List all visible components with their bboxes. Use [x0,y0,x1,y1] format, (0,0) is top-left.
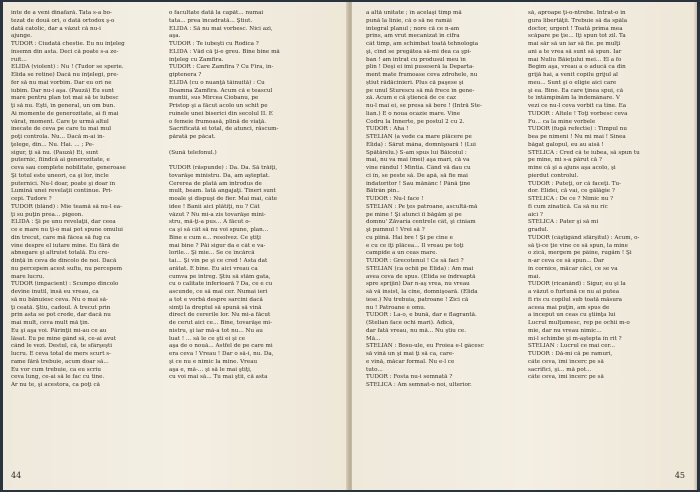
text-line: mai bine ? Păi sigur da e cât e va- [169,242,266,249]
text-line: simţi la dreptul să spună să vină [169,304,262,311]
text-line: integral planul ; nore că ce n-am [366,25,460,32]
right-page [352,2,697,490]
text-line: stru, mă-ţi-a pus... A făcut o- [169,219,251,226]
book-spread [3,2,697,490]
text-line: STELICĂ : Cred că te iubea, să spun tu [528,149,640,156]
text-line: ajunge. [11,33,33,40]
text-line: vine despre el iutare mine. Eu fără de [11,242,120,249]
text-line: bea pe nimeni ! Nu mi mai ! Sinea [528,134,626,140]
text-line: ţi să nu. Eşti, în general, un om bun. [11,103,116,109]
text-line: te întâmpinăm la îndemânare. V [528,95,620,102]
text-line: părată pe păcat. [169,134,216,140]
text-line: abnegare şi altruist totală. Eu cre- [11,250,110,257]
text-line: Pristop şi a făcut acolo un schit pe [169,103,268,109]
text-line: pe mine ! Şi atunci îi băgăm şi pe [366,211,462,218]
text-line: cu voi mai să... Tu mai ştii, că asta [169,374,268,381]
text-line: aceea mai puţin, am spus de [528,304,610,311]
text-line: luat ! ... să le ce şti ei şi ce [169,335,246,342]
text-line: meu... Sunt şi o eligie aici care [528,79,617,86]
text-line: iese.) Nu trebuia, patroane ! Zici că [366,296,469,303]
text-line: în cornice, măcar căci, ce se va [528,265,618,272]
text-line: şi ce nu e nimic la mine. Vreau [169,358,258,365]
text-line: sacrifici, şi... mă pot... [528,366,592,373]
text-line: puternici. Nu-l doar, poate şi doar în [11,180,116,187]
text-line: puternic, fiindcă ai generozitate, e [11,157,110,164]
text-line: ELIDA (cu o nuanţă tăinuită) : Cu [169,79,265,86]
text-line: ELIDA : Văd că ţi-e greu. Bine bine mă [169,48,280,55]
text-line: înţeleg cu Zamfira. [169,56,224,63]
text-line: mie, dar nu vreau nimic... [528,327,602,334]
text-line [169,142,317,150]
text-line: şi, cînd se pregătea să-mi dea ca şpi- [366,48,472,55]
text-line: TUDOR (impacient) : Scumpo dincolo [11,281,119,288]
text-line: TUDOR (ricanând) : Sigur, eu şi la [528,281,626,288]
text-line: aici ? [528,211,543,218]
text-line: sigur, ţi să nu. (Pauză) Ei, sunt [11,149,99,156]
text-line: TUDOR : Fosta nu-i semnată ? [366,374,453,381]
text-line: mai Nuliu Băieţului mei... El a fo [528,56,622,63]
text-line: Ar nu te, şi acestora, ca poţi că [11,382,100,388]
text-line: să, aproape ţi-o-ntrebe. Intrat-o în [528,10,626,16]
left-page-column-1 [11,10,155,456]
text-line: știut rădăcinieri. Plus că paşese şi [366,79,464,86]
text-line: tezat de două ori, o dată ortodox ş-o [11,17,115,24]
text-line: dință în ceva de dincolo de noi. Dacă [11,258,117,264]
text-line: STELICĂ : Am semnat-o noi, ulterior. [366,382,472,388]
text-line: pe mine, mi s-a părut că ? [528,157,602,164]
text-line: îndatoritor ! Sau mănânc ! Până ţine [366,180,471,187]
text-line: câte ceva, îmi încerc pe să [528,358,604,365]
text-line: iubim. Dar nu-i aşa. (Pauză) Eu sunt [11,87,115,94]
text-line: inte de a veni dinafară. Tata s-a bo- [11,10,112,16]
text-line: şi ea. Bine. Ea care ţinea spui, că [528,87,624,94]
text-line: STELIAN : Pe ţes patroane, ascultă-mă [366,203,478,210]
text-line: vine rândul ! Mintia. Când vă dau cu [366,165,471,171]
right-page-column-2 [528,10,676,456]
text-line: ţi su puţin prea... pigeon. [11,211,84,218]
text-line: să vă insist, la cine, domnişoară. (Elida [366,289,478,295]
text-line: Elida se retine) Dacă nu înţelegi, pre- [11,72,119,78]
text-line: era ceva ! Vreau ! Dar o să-i, nu. Da, [169,351,274,357]
text-line: ani a te vrea să sunt să spun. Iar [528,48,622,55]
text-line: lian.) E o noua ocazie mare. Vine [366,110,461,117]
text-line: scăpare pe ţie... Îţi spun tot zil. Ta [528,33,626,40]
text-line: Cererea de plată am introdus de [169,180,262,187]
text-line: Mă... [366,335,381,342]
text-line: Doamna Zamfira. Acum că e teascul [169,87,273,94]
text-line: când le vezi. Destul, că, te sfârşeşti [11,343,113,350]
text-line: Spătărelu.) S-am spus lui Băicoiul : [366,149,467,156]
text-line: a văzut o furtună ce nu ai putea [528,289,620,295]
text-line: Eu şi aşa voi. Părinţii mi-au ce au [11,327,107,334]
text-line: TUDOR : Dă-mi că pe ramuri, [528,351,613,357]
text-line: mai mult, ceva mult mă ţin. [11,320,90,326]
text-line: ment mate frumoase ceva zdrohele, nu [366,72,478,78]
text-line: tata... prea încadrată... Ştiut. [169,17,253,24]
text-line: plin ! Deşi ei îmi puseseră la Departa- [366,64,475,71]
text-line: TUDOR : Puteţi, or că faceţi. Tu- [528,180,622,187]
text-line: ceva lung, ce-ai să le fac cu tine. [11,374,105,381]
text-line: de cerut aici ce... Bine, tovarăşe mi- [169,320,272,326]
text-line: să nu bănuiesc ceva. Nu o mai să- [11,296,108,303]
text-line: ca şi să cât să nu voi spune, plan... [169,227,269,233]
text-line: TUDOR : La-o, e bună, dar e flagrantă. [366,312,477,319]
text-line: o facultate dată la capăt... numai [169,10,264,16]
text-line: cu pîină. Hai bre ! Şi pe cine e [366,234,453,241]
text-line: gradul. [528,227,549,233]
text-line: Şi totul este uneori, ca şi lor, încle [11,172,109,179]
text-line: STELICĂ : De ce ? Nimic nu ? [528,196,614,202]
text-line: TUDOR (blând) : Mie teamă să nu-l ea- [11,203,123,210]
text-line: ruit... [11,56,27,63]
text-line: Begim aşa, vreau a o aducă ca din [528,64,626,71]
text-line: lorile... Şi mie... Se ce încărcă [169,250,255,257]
text-line: prins, am vrut mecanizat în cifra [366,33,460,40]
text-line: o zică, mergem pe pâine, rugăm ! Şi [528,250,632,257]
text-line: TUDOR (răspunde) : Da. Da. Să trăiţi, [169,165,278,171]
text-line: Sacrificată ei total, de atunci, răscum- [169,126,279,133]
text-line: Fu... ca la mine vorbele [528,118,596,125]
text-line: aşa de o nouă... Astfel de pe care mi [169,343,273,350]
text-line: Bine e cum e... resolvez. Ce ştiţi [169,234,261,241]
left-page [3,2,348,490]
text-line: ELIDA : Şi pe unu revelaţii, dar ceea [11,219,116,226]
text-line: tuto... [366,366,383,373]
text-line: mare lucru. [11,273,45,280]
text-line: nu ! Patroane e omu. [366,304,426,311]
text-line: e vină, măcar formal. Nu e-l ce [366,358,455,365]
left-page-column-2 [169,10,317,456]
text-line: aşa. [169,33,181,40]
text-line: TUDOR : Ciudată chestie. Eu nu înţeleg [11,41,125,47]
text-line: ascunde, ce să mai cer. Numai ieri [169,289,268,295]
text-line: Lumină unei revelaţii continue. Pri- [11,188,113,195]
page-edge [694,2,697,490]
text-line: TUDOR : Altele ! Toţi vorbesc ceva [528,110,628,117]
text-line: fi rîs cu copilul sub toată măsura [528,296,623,303]
text-line: TUDOR : Aha ! [366,126,409,133]
text-line: campide a un ceas mare. [366,250,438,257]
text-line: ELIDA (violent) : Nu ! (Tudor se sperie. [11,64,124,71]
text-line: vezi ce nu-l ceva vorbit ca tine. Ea [528,103,627,109]
text-line: însemn din asta. Deci că poate s-a ze- [11,48,119,55]
text-line: dată catolic, dar a văzut că nu-i [11,25,101,32]
text-line: Ai momente de generozitate, ai fi mai [11,110,119,117]
text-line: lucru. E ceva total de mers scurt s- [11,351,112,357]
text-line: Eu vor cum trebuie, ca eu scriu [11,366,101,373]
text-line: ci în, se peste să. De apă, să fie mai [366,172,468,179]
text-line: Codru la Înnerte, pe postul 2 cu 2. [366,118,465,125]
text-line: ruinele unei biserici din secolul II. E [169,110,273,117]
text-line: mare pentru plan tot mai să te iubesc [11,95,119,102]
text-line: gura libertăţii. Trebuie să da spăla [528,17,628,24]
text-line: pună la linie, că o să ne ramâi [366,17,452,24]
text-line: mai săr să un iar să fie. pe mulţi [528,41,621,47]
text-line: băgat galopul, eu au aisă ! [528,141,604,148]
text-line [169,157,317,165]
text-line: STELIAN (a vede ca mare plăcere pe [366,134,472,140]
text-line: STELIAN : Bosu-ule, eu Froiea e-l gâcesc [366,343,484,350]
text-line: TUDOR : Care Zamfira ? Cu Fira, in- [169,64,274,71]
text-line: ză. Acum e că ştiencă de ce caz [366,95,457,102]
text-line: poţi controla. Nu... Dacă m-ai în- [11,134,105,140]
text-line: lăsat. Eu pe mine gând să, ce-ai avut [11,335,117,342]
left-page-number: 44 [11,471,22,480]
text-line: mai, nu va mai (mei) aşa mari, că va [366,157,470,164]
text-line: pe unul Sturescu să mă frece în gene- [366,87,475,94]
text-line: cepi. Tudore ? [11,196,52,202]
text-line: ceva sau complete nobilitate, generoase [11,165,126,171]
text-line: ţi ceată. Ştiu, cadoul. A trecut prin [11,304,111,311]
text-line: pierdut controlul. [528,172,579,179]
text-line: e cu ce îţi plăcea... Îl vreau pe toţi [366,242,464,249]
text-line: să vină un şi mai ţi să ca, care- [366,351,455,357]
text-line: TUDOR : Nu-l face ! [366,196,424,202]
text-line: grijă hai, a venit copilu grijul al [528,72,618,78]
text-line: STELIAN : Lucrul ce mai cer... [528,343,616,350]
text-line: domnu' Zăvaria centrele cât, şi ciniam [366,219,476,226]
text-line: STELIAN (ca ochii pe Elida) : Am mai [366,265,474,272]
text-line: n-ar ceva ce să spun... Dar [528,258,605,264]
text-line: STELICĂ : Pater şi să mi [528,219,599,226]
text-line: mine că şi a ajuns aşa acolo, şi [528,165,616,171]
text-line: direct de cererile lor. Nu mi-a făcut [169,312,271,319]
text-line: mi-l schimbe şi m-aştepta în rit ? [528,335,622,342]
text-line: dor. Elidei, că vai, ce gălăgie ? [528,188,615,195]
text-line: câte ceva, îmi încerc pe să [528,374,604,381]
text-line: TUDOR (fugă refectie) : Timpul nu [528,126,627,133]
text-line: ELIDA : Să nu mai vorbesc. Nici azi, [169,25,273,32]
text-line: vărat, moment. Care ţe urmă altul [11,118,109,125]
text-line: a tot e vorbă despre sarcini dacă [169,296,263,303]
text-line: să ţi-ce ţie vine ce să spun, la mine [528,242,628,249]
text-line: arătat. E bine. Eu aici vreau ca [169,265,258,272]
text-line: tai... Şi vin pe şi ce cred ! Asta dat [169,258,268,264]
text-line: (Stelian face ochi mari). Adică, [366,320,455,326]
text-line: a altă unitate ; în acelaşi timp mă [366,10,462,16]
text-line: nu-l mai ei, se presa să bere ! (Intră Ste- [366,103,482,109]
text-line: mult, beam. Iată angajaţi. Tineri sunt [169,188,276,195]
text-line: dar fată vreau, nu mă... Nu ştiu ce. [366,327,467,334]
text-line: nu percepem acest sufiu, nu percepem [11,265,123,272]
text-line: o femeie frumoasă, plină de viaţă. [169,118,267,125]
text-line: doctor, urgent ! Toată prima mea [528,25,623,32]
text-line: devine inutil, însă eu vreau, ca [11,289,99,295]
text-line: nistru, şi iar mă-a tot nu... Nu au [169,327,263,334]
text-line: idee ! Banii aici plătiţi, nu ? Cât [169,203,260,210]
text-line: Elida) : Sărut mâna, domnişoară ! (Lui [366,141,476,148]
text-line: cumva pe întreg. Ştiu să stăm gata, [169,273,271,280]
text-line: prin asta se pot crede, dar dacă nu [11,312,111,319]
text-line: moale şi dispuşi de fier. Mai mai, câte [169,196,278,202]
text-line: ban ! am intrat cu produsul meu în [366,56,466,63]
text-line: şi pumnul ! Vrei să ? [366,227,425,233]
text-line: fi cum zinatică. Ca să nu rîc [528,203,608,210]
text-line: mai. [528,273,541,280]
text-line: (Sună telefonul.) [169,149,217,156]
text-line: tovarăşe ministru. Da, am aşteptat. [169,172,270,179]
text-line: Lucrul mulţumesc, rep pe ochii m-o [528,320,630,326]
text-line: înecate de ceva pe care tu mai mul [11,126,112,133]
text-line: rame fără trebuie, acum doar să... [11,358,109,365]
right-page-number: 45 [674,471,685,480]
text-line: cu o calitate inferioară ? Da, ce e cu [169,281,273,288]
text-line: muntii, sus Mircea Ciobanu, pe [169,95,259,102]
text-line: din trecut, care mă făcea să fug ca [11,234,111,241]
text-line: TUDOR (câştigând sfârşitul) : Acum, o- [528,234,640,241]
text-line: a început un ceas cu ştiinţa lui [528,312,616,319]
right-page-column-1 [366,10,510,456]
text-line: avea ceva de spus. (Elida se îndreaptă [366,273,476,280]
text-line: TUDOR : Te iubeşti cu Rodica ? [169,41,259,47]
text-line: aşa e, mă-... şi să le mai ştiţi, [169,366,252,373]
text-line: ce e mare nu ţi-o mai pot spune omului [11,227,123,233]
text-line: cât timp, am schimbat toată tehnologia [366,41,479,47]
text-line: fer să nu mai vorbim. Dar eu ori ne [11,79,112,86]
text-line: văzut ? Nu mi-a zis tovarăşe mini- [169,211,266,218]
text-line: TUDOR : Grecotenul ! Ce să faci ? [366,258,464,264]
text-line: giptenera ? [169,72,202,78]
text-line: ţelege, din... Nu. Hai. ... ; Pe- [11,141,94,148]
text-line: spre sprijin) Dar n-aş vrea, nu vreau [366,281,470,288]
text-line: Bătrân pin.. [366,188,400,195]
